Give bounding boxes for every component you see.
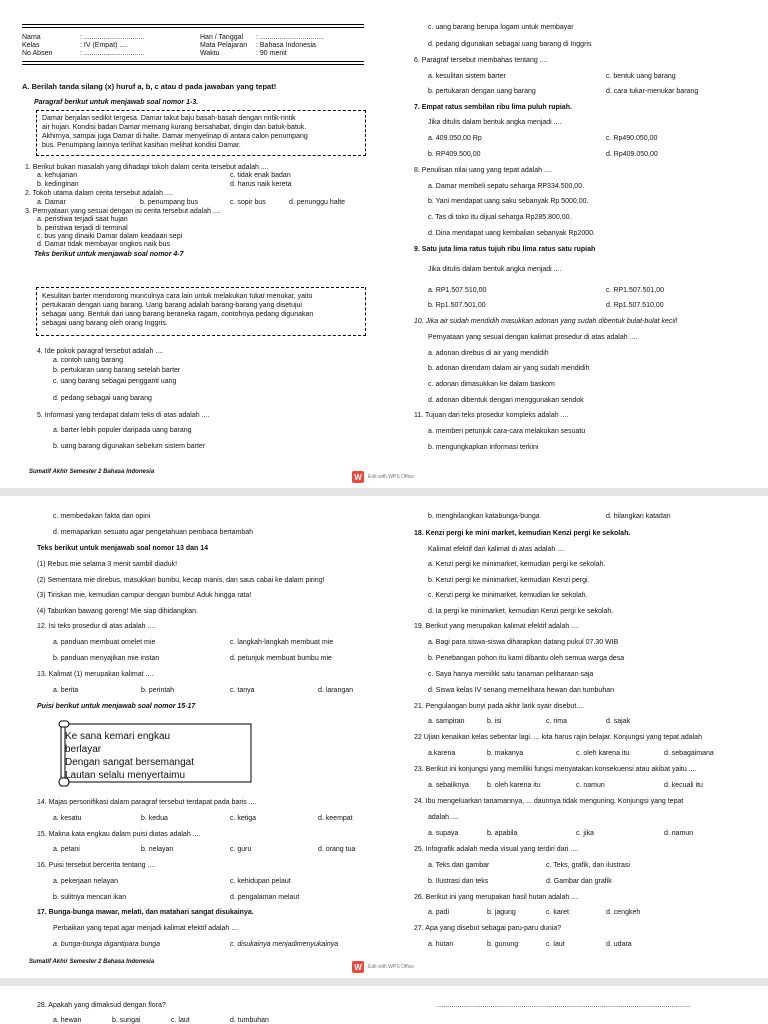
q8-option-b[interactable]: b. Yani mendapat uang saku sebanyak Rp 5000,00. xyxy=(428,198,589,205)
question-3: 3. Pernyataan yang sesuai dengan isi cerita tersebut adalah .... xyxy=(25,208,221,215)
para2-line: sebagai uang barang oleh orang Inggris. xyxy=(42,320,168,327)
mapel-label: Mata Pelajaran xyxy=(200,42,248,49)
q27-option-d[interactable]: d. udara xyxy=(606,941,632,948)
para2-line: pertukaran dengan uang barang. Uang barang adalah barang-barang yang disetujui xyxy=(42,302,302,309)
wps-logo-icon: W xyxy=(352,961,364,973)
q25-option-b[interactable]: b. Ilustrasi dan teks xyxy=(428,878,489,885)
question-19: 19. Berikut yang merupakan kalimat efektif adalah .... xyxy=(414,623,579,630)
q3-option-c[interactable]: c. bus yang dinaiki Damar dalam keadaan sepi xyxy=(37,233,183,240)
q11-option-c[interactable]: c. membedakan fakta dan opini xyxy=(53,513,151,520)
para1-line: Akhirnya, sampai juga Damar di halte. Damar menyelinap di antara calon penumpang xyxy=(42,133,308,140)
question-14: 14. Majas personifikasi dalam paragraf tersebut terdapat pada baris .... xyxy=(37,799,257,806)
q18-option-d[interactable]: d. Ia pergi ke minimarket, kemudian Kenzi pergi ke sekolah. xyxy=(428,608,614,615)
q9-option-c[interactable]: c. RP1.507.501,00 xyxy=(606,287,664,294)
question-10: 10. Jika air sudah mendidih masukkan adonan yang sudah dibentuk bulat-bulat kecil! xyxy=(414,318,678,325)
nama-value: : ............................... xyxy=(80,34,145,41)
poem-line-3: Dengan sangat bersemangat xyxy=(65,757,194,768)
q3-option-b[interactable]: b. peristiwa terjadi di terminal xyxy=(37,225,128,232)
q2-option-a[interactable]: a. Damar xyxy=(37,199,66,206)
q21-option-b[interactable]: b. isi xyxy=(487,718,502,725)
para2-box-top xyxy=(36,287,364,288)
q23-option-b[interactable]: b. oleh karena itu xyxy=(487,782,541,789)
step-4: (4) Taburkan bawang goreng! Mie siap dihidangkan. xyxy=(37,608,198,615)
q14-option-b[interactable]: b. kedua xyxy=(141,815,168,822)
q9-option-d[interactable]: d. Rp1.507.510,00 xyxy=(606,302,664,309)
q13-option-d[interactable]: d. larangan xyxy=(318,687,354,694)
q6-option-c[interactable]: c. bentuk uang barang xyxy=(606,73,676,80)
poem-title: Puisi berikut untuk menjawab soal nomor 15-17 xyxy=(37,703,196,710)
page-separator xyxy=(0,488,768,496)
q18-subtext: Kalimat efektif dari kalimat di atas adalah .... xyxy=(428,546,565,553)
nama-label: Nama xyxy=(22,34,41,41)
question-26: 26. Berikut ini yang merupakan hasil hutan adalah .... xyxy=(414,894,579,901)
q8-option-c[interactable]: c. Tas di toko itu dijual seharga Rp285.800,00. xyxy=(428,214,572,221)
q2-option-d[interactable]: d. penunggu halte xyxy=(289,199,346,206)
step-1: (1) Rebus mie selama 3 menit sambil diaduk! xyxy=(37,561,178,568)
hari-value: : ................................. xyxy=(256,34,325,41)
section-a-instruction: A. Berilah tanda silang (x) huruf a, b, c atau d pada jawaban yang tepat! xyxy=(22,82,277,91)
q7-option-b[interactable]: b. RP409.500,00 xyxy=(428,151,481,158)
q9-option-a[interactable]: a. RP1.507.510,00 xyxy=(428,287,487,294)
wps-logo-icon: W xyxy=(352,471,364,483)
kelas-value: : IV (Empat) .... xyxy=(80,42,128,49)
q26-option-a[interactable]: a. padi xyxy=(428,909,450,916)
q28-option-c[interactable]: c. laut xyxy=(171,1017,190,1024)
q16-option-b[interactable]: b. sulitnya mencari ikan xyxy=(53,894,127,901)
q7-option-d[interactable]: d. Rp409.050,00 xyxy=(606,151,658,158)
q13-option-c[interactable]: c. tanya xyxy=(230,687,255,694)
question-4: 4. Ide pokok paragraf tersebut adalah .... xyxy=(37,348,164,355)
q15-option-d[interactable]: d. orang tua xyxy=(318,846,356,853)
q28-option-a[interactable]: a. hewan xyxy=(53,1017,82,1024)
q22-option-a[interactable]: a.karena xyxy=(428,750,456,757)
wps-badge[interactable] xyxy=(352,471,414,483)
wps-badge-2[interactable] xyxy=(352,961,414,973)
q15-option-b[interactable]: b. nelayan xyxy=(141,846,174,853)
q25-option-d[interactable]: d. Gambar dan grafik xyxy=(546,878,612,885)
q22-option-d[interactable]: d. sebagaimana xyxy=(664,750,714,757)
question-21: 21. Pengulangan bunyi pada akhir larik syair disebut.... xyxy=(414,703,585,710)
header-rule-bottom xyxy=(22,61,364,62)
question-6: 6. Paragraf tersebut membahas tentang .... xyxy=(414,57,548,64)
q23-option-d[interactable]: d. kecuali itu xyxy=(664,782,703,789)
q5-option-b[interactable]: b. uang barang digunakan sebelum sistem barter xyxy=(53,443,206,450)
para1-title: Paragraf berikut untuk menjawab soal nomor 1-3. xyxy=(34,99,199,106)
question-18: 18. Kenzi pergi ke mini market, kemudian Kenzi pergi ke sekolah. xyxy=(414,530,631,537)
poem-line-2: berlayar xyxy=(65,744,102,755)
mapel-value: : Bahasa Indonesia xyxy=(256,42,316,49)
q19-option-d[interactable]: d. Siswa kelas IV senang memelihara hewan dan tumbuhan xyxy=(428,687,614,694)
header-rule-bottom-2 xyxy=(22,64,364,65)
question-12: 12. Isi teks prosedur di atas adalah .... xyxy=(37,623,156,630)
q17-subtext: Perbaikan yang tepat agar menjadi kalimat efektif adalah .... xyxy=(53,925,239,932)
q12-option-b[interactable]: b. panduan menyajikan mie instan xyxy=(53,655,160,662)
para1-line: Damar berjalan sedikit tergesa. Damar takut baju basah-basah dengan rintik-rintik xyxy=(42,115,296,122)
q12-option-d[interactable]: d. petunjuk membuat bumbu mie xyxy=(230,655,332,662)
q24-option-d[interactable]: d. namun xyxy=(664,830,694,837)
absen-label: No Absen xyxy=(22,50,53,57)
q23-option-a[interactable]: a. sebaliknya xyxy=(428,782,469,789)
question-25: 25. Infografik adalah media visual yang terdiri dari .... xyxy=(414,846,579,853)
q2-option-b[interactable]: b. penumpang bus xyxy=(140,199,198,206)
q3-option-d[interactable]: d. Damar tidak membayar ongkos naik bus xyxy=(37,241,171,248)
q4-option-d[interactable]: d. pedang sebagai uang barang xyxy=(53,395,152,402)
q10-option-a[interactable]: a. adonan direbus di air yang mendidih xyxy=(428,350,549,357)
q5-option-a[interactable]: a. barter lebih populer daripada uang barang xyxy=(53,427,192,434)
waktu-value: : 90 menit xyxy=(256,50,287,57)
q4-option-b[interactable]: b. pertukaran uang barang setelah barter xyxy=(53,367,181,374)
question-5: 5. Informasi yang terdapat dalam teks di atas adalah .... xyxy=(37,412,210,419)
question-7: 7. Empat ratus sembilan ribu lima puluh rupiah. xyxy=(414,104,572,111)
q24-option-c[interactable]: c. jika xyxy=(576,830,594,837)
q16-option-d[interactable]: d. pengalaman melaut xyxy=(230,894,300,901)
question-15: 15. Makna kata engkau dalam puisi diatas adalah .... xyxy=(37,831,201,838)
q19-option-c[interactable]: c. Saya hanya memiliki satu tanaman peliharaan saja xyxy=(428,671,594,678)
q11-option-b[interactable]: b. mengungkapkan informasi terkini xyxy=(428,444,539,451)
para2-line: Kesulitan barter mendorong munculnya cara lain untuk melakukan tukar menukar, yaitu xyxy=(42,293,313,300)
waktu-label: Waktu xyxy=(200,50,220,57)
q12-option-c[interactable]: c. langkah-langkah membuat mie xyxy=(230,639,334,646)
question-13: 13. Kalimat (1) merupakan kalimat .... xyxy=(37,671,154,678)
q8-option-d[interactable]: d. Dina mendapat uang kembalian sebanyak Rp2000. xyxy=(428,230,595,237)
q8-option-a[interactable]: a. Damar membeli sepatu seharga RP334.500,00. xyxy=(428,183,585,190)
q27-option-c[interactable]: c. laut xyxy=(546,941,565,948)
q9-subtext: Jika ditulis dalam bentuk angka menjadi .... xyxy=(428,266,562,273)
para2-line: sebagai uang. Bentuk dari uang barang beraneka ragam, contohnya pedang digunakan xyxy=(42,311,314,318)
q27-option-a[interactable]: a. hutan xyxy=(428,941,454,948)
q1-option-c[interactable]: c. tidak enak badan xyxy=(230,172,291,179)
q19-option-a[interactable]: a. Bagi para siswa-siswa diharapkan datang pukul 07.30 WIB xyxy=(428,639,619,646)
question-23: 23. Berikut ini konjungsi yang memiliki fungsi menyatakan konsekuensi atau akibat yaitu .... xyxy=(414,766,697,773)
q24-subtext: adalah .... xyxy=(428,814,459,821)
q10-option-d[interactable]: d. adonan dibentuk dengan menggunakan sendok xyxy=(428,397,584,404)
question-8: 8. Penulisan nilai uang yang tepat adalah .... xyxy=(414,167,552,174)
q1-option-d[interactable]: d. harus naik kereta xyxy=(230,181,292,188)
para2-title: Teks berikut untuk menjawab soal nomor 4-7 xyxy=(34,251,184,258)
q7-option-c[interactable]: c. Rp490.050,00 xyxy=(606,135,658,142)
hari-label: Hari / Tanggal xyxy=(200,34,244,41)
absen-value: : ............................... xyxy=(80,50,145,57)
q14-option-c[interactable]: c. ketiga xyxy=(230,815,257,822)
step-3: (3) Tiriskan mie, kemudian campur dengan bumbu! Aduk hingga rata! xyxy=(37,592,252,599)
q13-option-b[interactable]: b. perintah xyxy=(141,687,175,694)
q6-option-d[interactable]: d. cara tukar-menukar barang xyxy=(606,88,699,95)
question-28: 28. Apakah yang dimaksud dengan flora? xyxy=(37,1002,166,1009)
q13-option-a[interactable]: a. berita xyxy=(53,687,79,694)
q19-option-b[interactable]: b. Penebangan pohon itu kami dibantu oleh semua warga desa xyxy=(428,655,625,662)
q5-option-c[interactable]: c. uang barang berupa logam untuk membayar xyxy=(428,24,574,31)
q21-option-d[interactable]: d. sajak xyxy=(606,718,631,725)
q1-option-b[interactable]: b. kedinginan xyxy=(37,181,79,188)
question-16: 16. Puisi tersebut bercerita tentang .... xyxy=(37,862,156,869)
para1-line: air hujan. Kondisi badan Damar memang kurang bersahabat, dingin dan batuk-batuk. xyxy=(42,124,307,131)
q12-option-a[interactable]: a. panduan membuat omelet mie xyxy=(53,639,156,646)
q28-option-b[interactable]: b. sungai xyxy=(112,1017,141,1024)
q15-option-c[interactable]: c. guru xyxy=(230,846,252,853)
question-9: 9. Satu juta lima ratus tujuh ribu lima ratus satu rupiah xyxy=(414,246,596,253)
q4-option-c[interactable]: c. uang barang sebagai pengganti uang xyxy=(53,378,177,385)
header-rule-top xyxy=(22,24,364,25)
q26-option-c[interactable]: c. karet xyxy=(546,909,569,916)
q22-option-b[interactable]: b. makanya xyxy=(487,750,524,757)
q22-option-c[interactable]: c. oleh karena itu xyxy=(576,750,630,757)
q24-option-b[interactable]: b. apabila xyxy=(487,830,518,837)
q7-option-a[interactable]: a. 409.050,00 Rp xyxy=(428,135,482,142)
q7-subtext: Jika ditulis dalam bentuk angka menjadi .... xyxy=(428,119,562,126)
q27-option-b[interactable]: b. gunung xyxy=(487,941,519,948)
q14-option-a[interactable]: a. kesatu xyxy=(53,815,82,822)
q17-option-c[interactable]: c. disukainya menjadimenyukainya xyxy=(230,941,339,948)
wps-label: Edit with WPS Office xyxy=(368,474,415,480)
question-1: 1. Berikut bukan masalah yang dihadapi tokoh dalam cerita tersebut adalah .... xyxy=(25,164,269,171)
q14-option-d[interactable]: d. keempat xyxy=(318,815,353,822)
q23-option-c[interactable]: c. namun xyxy=(576,782,605,789)
question-22: 22 Ujian kenaikan kelas sebentar lagi. ... kita harus rajin belajar. Konjungsi yang tepat adalah xyxy=(414,734,702,741)
q16-option-c[interactable]: c. kehidupan pelaut xyxy=(230,878,291,885)
question-2: 2. Tokoh utama dalam cerita tersebut adalah .... xyxy=(25,190,173,197)
q17-option-a[interactable]: a. bunga-bunga digantipara bunga xyxy=(53,941,161,948)
q10-option-b[interactable]: b. adonan direndam dalam air yang sudah mendidih xyxy=(428,365,590,372)
q11-option-d[interactable]: d. memaparkan sesuatu agar pengetahuan pembaca bertambah xyxy=(53,529,254,536)
q18-option-a[interactable]: a. Kenzi pergi ke minimarket, kemudian pergi ke sekolah. xyxy=(428,561,606,568)
footer-page-1: Sumatif Akhir Semester 2 Bahasa Indonesia xyxy=(29,469,155,475)
q10-subtext: Pernyataan yang sesuai dengan kalimat prosedur di atas adalah .... xyxy=(428,334,638,341)
poem-scroll xyxy=(57,718,255,790)
para2-text xyxy=(42,292,360,328)
footer-page-2: Sumatif Akhir Semester 2 Bahasa Indonesia xyxy=(29,959,155,965)
question-11: 11. Tujuan dari teks prosedur kompleks adalah .... xyxy=(414,412,569,419)
kelas-label: Kelas xyxy=(22,42,40,49)
q11-option-a[interactable]: a. memberi petunjuk cara-cara melakukan sesuatu xyxy=(428,428,586,435)
q2-option-c[interactable]: c. sopir bus xyxy=(230,199,266,206)
page-separator-2 xyxy=(0,978,768,986)
q18-option-c[interactable]: c. Kenzi pergi ke minimarket, kemudian ke sekolah. xyxy=(428,592,588,599)
poem-line-1: Ke sana kemari engkau xyxy=(65,731,171,742)
q10-option-c[interactable]: c. adonan dimasukkan ke dalam baskom xyxy=(428,381,555,388)
q15-option-a[interactable]: a. petani xyxy=(53,846,80,853)
poem-line-4: Lautan selalu menyertaimu xyxy=(65,770,186,781)
q26-option-b[interactable]: b. jagung xyxy=(487,909,516,916)
q28-option-d[interactable]: d. tumbuhan xyxy=(230,1017,269,1024)
step-2: (2) Sementara mie direbus, masukkan bumbu, kecap manis, dan saus cabai ke dalam piring! xyxy=(37,577,325,584)
q4-option-a[interactable]: a. contoh uang barang xyxy=(53,357,124,364)
q24-option-a[interactable]: a. supaya xyxy=(428,830,459,837)
q25-option-c[interactable]: c. Teks, grafik, dan ilustrasi xyxy=(546,862,630,869)
q25-option-a[interactable]: a. Teks dan gambar xyxy=(428,862,490,869)
q5-option-d[interactable]: d. pedang digunakan sebagai uang barang di Inggris xyxy=(428,41,592,48)
q9-option-b[interactable]: b. Rp1.507.501,00 xyxy=(428,302,486,309)
q26-option-d[interactable]: d. cengkeh xyxy=(606,909,641,916)
q3-option-a[interactable]: a. peristiwa terjadi saat hujan xyxy=(37,216,128,223)
para1-line: bus. Penumpang lainnya terlihat kasihan melihat kondisi Damar. xyxy=(42,142,241,149)
q17-option-d[interactable]: d. hilangkan katadan xyxy=(606,513,671,520)
wps-label-2: Edit with WPS Office xyxy=(368,964,415,970)
q6-option-b[interactable]: b. pertukaran dengan uang barang xyxy=(428,88,536,95)
q21-option-c[interactable]: c. rima xyxy=(546,718,567,725)
q21-option-a[interactable]: a. sampiran xyxy=(428,718,465,725)
question-27: 27. Apa yang disebut sebagai paru-paru dunia? xyxy=(414,925,562,932)
q18-option-b[interactable]: b. Kenzi pergi ke minimarket, kemudian Kenzi pergi. xyxy=(428,577,590,584)
header-rule-top-2 xyxy=(22,27,364,28)
q6-option-a[interactable]: a. kesulitan sistem barter xyxy=(428,73,506,80)
text-13-title: Teks berikut untuk menjawab soal nomor 13 dan 14 xyxy=(37,545,209,552)
q1-option-a[interactable]: a. kehujanan xyxy=(37,172,78,179)
q16-option-a[interactable]: a. pekerjaan nelayan xyxy=(53,878,118,885)
q17-option-b[interactable]: b. menghilangkan katabunga-bunga xyxy=(428,513,540,520)
q28-answer-line[interactable]: ................................................................................................................................... xyxy=(436,1002,691,1009)
para1-text xyxy=(42,114,360,150)
question-24: 24. Ibu mengeluarkan tanamannya, ... daunnya tidak menguning. Konjungsi yang tepat xyxy=(414,798,684,805)
question-17: 17. Bunga-bunga mawar, melati, dan matahari sangat disukainya. xyxy=(37,909,254,916)
